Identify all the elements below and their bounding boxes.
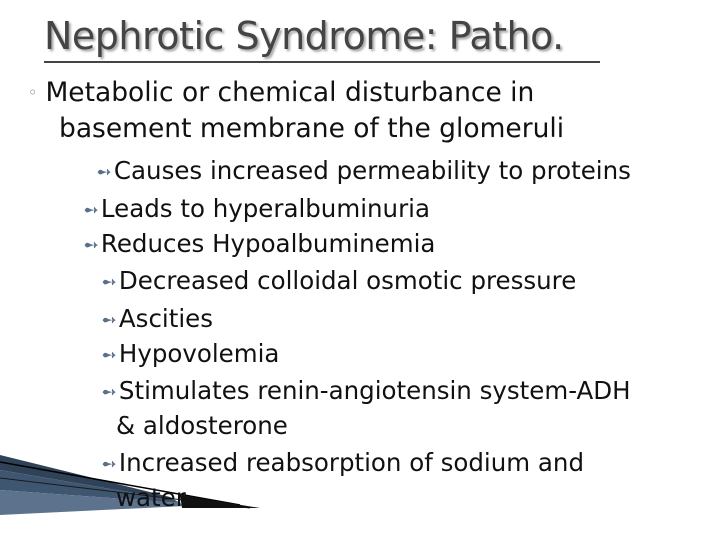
bullet-level1 [28, 78, 534, 108]
bullet-level4 [101, 266, 576, 297]
bullet-text: Leads to hyperalbuminuria [100, 194, 430, 223]
arrow-bullet-icon: ➻ [101, 381, 117, 403]
arrow-bullet-icon: ➻ [96, 161, 112, 183]
bullet-level4 [101, 448, 584, 479]
bullet-text: Hypovolemia [118, 339, 280, 368]
bullet-text: Ascities [118, 304, 213, 333]
bullet-text: water [116, 483, 186, 512]
bullet-text: basement membrane of the glomeruli [59, 113, 565, 144]
bullet-level4 [101, 339, 279, 370]
bullet-text: Stimulates renin-angiotensin system-ADH [118, 376, 631, 405]
arrow-bullet-icon: ➻ [83, 199, 99, 221]
bullet-text: & aldosterone [116, 411, 288, 440]
arrow-bullet-icon: ➻ [101, 453, 117, 475]
bullet-text: Causes increased permeability to proteins [113, 156, 631, 185]
bullet-text: Metabolic or chemical disturbance in [45, 77, 535, 108]
bullet-text: Reduces Hypoalbuminemia [100, 229, 436, 258]
bullet-level4 [101, 304, 213, 335]
bullet-level3 [83, 229, 435, 260]
bullet-level3 [83, 194, 430, 225]
swoosh-tip [180, 495, 260, 508]
arrow-bullet-icon: ➻ [101, 344, 117, 366]
circle-bullet-icon: ◦ [28, 83, 38, 102]
arrow-bullet-icon: ➻ [101, 309, 117, 331]
bullet-text: Increased reabsorption of sodium and [118, 448, 585, 477]
bullet-level1-continuation [59, 114, 564, 144]
bullet-level4 [101, 376, 631, 407]
title-underline [44, 61, 600, 63]
bullet-level4-continuation [116, 483, 186, 513]
slide-title: Nephrotic Syndrome: Patho. [44, 14, 564, 58]
arrow-bullet-icon: ➻ [101, 271, 117, 293]
bullet-level4-continuation [116, 411, 288, 441]
arrow-bullet-icon: ➻ [83, 234, 99, 256]
bullet-text: Decreased colloidal osmotic pressure [118, 266, 577, 295]
bullet-level2 [96, 156, 631, 187]
